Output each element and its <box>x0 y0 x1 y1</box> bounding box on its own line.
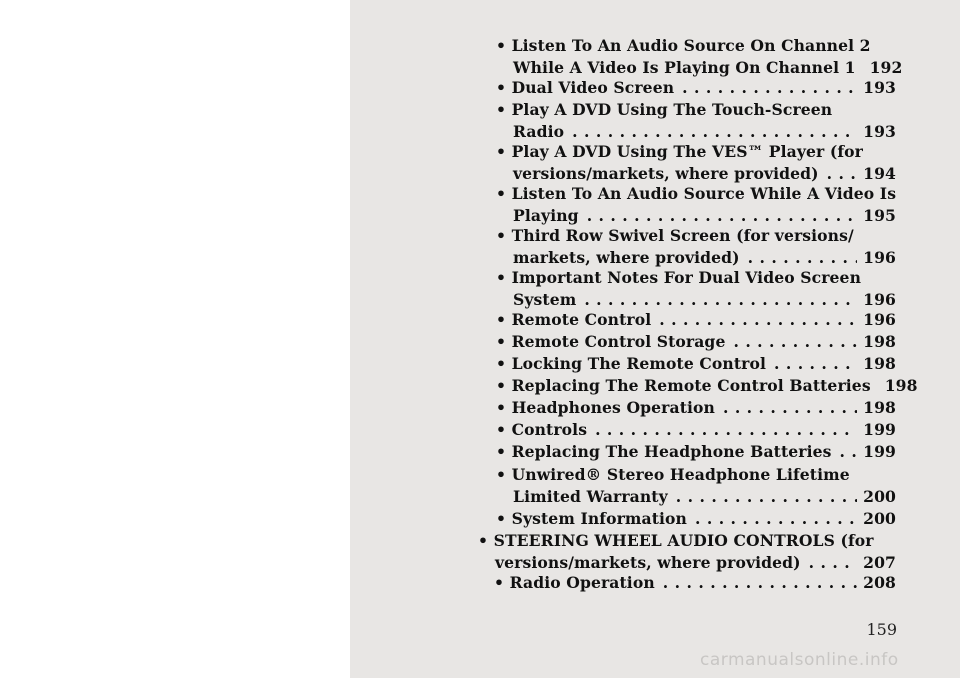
toc-entry-page: 200 <box>863 487 896 506</box>
toc-entry[interactable] <box>496 35 903 79</box>
toc-entry-page: 198 <box>863 354 896 373</box>
toc-entry-title-line <box>496 35 896 57</box>
toc-entry[interactable] <box>496 353 896 375</box>
toc-entry-title-line <box>496 331 896 353</box>
toc-entry-page: 200 <box>863 509 896 528</box>
toc-entry[interactable] <box>496 309 896 331</box>
toc-entry-page: 208 <box>863 573 896 592</box>
toc-entry-title-line <box>496 464 896 486</box>
toc-entry-continuation-line <box>496 57 903 79</box>
leader-dots <box>663 572 857 594</box>
toc-entry-title: • STEERING WHEEL AUDIO CONTROLS (for <box>478 531 874 550</box>
toc-entry-title: • Headphones Operation <box>496 398 715 417</box>
leader-dots <box>774 353 857 375</box>
toc-entry-title-line <box>496 183 896 205</box>
toc-entry-title: • Play A DVD Using The VES™ Player (for <box>496 142 863 161</box>
toc-entry-title: • Play A DVD Using The Touch-Screen <box>496 100 833 119</box>
leader-dots <box>595 419 857 441</box>
toc-entry-title: • Third Row Swivel Screen (for versions/ <box>496 226 854 245</box>
toc-entry-page: 199 <box>863 442 896 461</box>
toc-entry-page: 198 <box>863 332 896 351</box>
toc-entry-page: 192 <box>869 58 903 77</box>
toc-entry-continuation-line <box>496 486 896 508</box>
toc-entry-title-line <box>496 441 896 463</box>
leader-dots <box>659 309 857 331</box>
toc-entry-continuation-line <box>496 121 896 143</box>
leader-dots <box>748 247 857 269</box>
leader-dots <box>584 289 857 311</box>
toc-entry-title: • System Information <box>496 509 687 528</box>
toc-entry-title-line <box>496 77 896 99</box>
toc-entry-title: • Unwired® Stereo Headphone Lifetime <box>496 465 850 484</box>
toc-entry-title: • Dual Video Screen <box>496 78 675 97</box>
toc-entry-title-cont: System <box>513 290 577 309</box>
watermark: carmanualsonline.info <box>700 650 899 670</box>
toc-entry[interactable] <box>496 419 896 441</box>
toc-entry-title-line <box>496 397 896 419</box>
toc-entry-continuation-line <box>496 247 896 269</box>
leader-dots <box>723 397 857 419</box>
leader-dots <box>733 331 857 353</box>
toc-entry-title-line <box>496 419 896 441</box>
toc-entry-title: • Remote Control <box>496 310 652 329</box>
toc-entry-page: 199 <box>863 420 896 439</box>
toc-entry-section[interactable] <box>478 530 896 574</box>
toc-entry-title-line <box>478 530 896 552</box>
leader-dots <box>572 121 857 143</box>
toc-entry-page: 196 <box>863 290 896 309</box>
toc-entry-title-line <box>494 572 896 594</box>
toc-entry[interactable] <box>496 267 896 311</box>
leader-dots <box>809 552 857 574</box>
toc-entry-title: • Locking The Remote Control <box>496 354 766 373</box>
leader-dots <box>840 441 858 463</box>
leader-dots <box>676 486 857 508</box>
toc-entry-continuation-line <box>496 205 896 227</box>
toc-entry-title-cont: Radio <box>513 122 565 141</box>
toc-entry-page: 196 <box>863 248 896 267</box>
toc-entry[interactable] <box>496 225 896 269</box>
toc-entry-title-line <box>496 375 918 397</box>
toc-entry-title: • Controls <box>496 420 588 439</box>
toc-entry[interactable] <box>496 441 896 463</box>
toc-entry[interactable] <box>496 375 918 397</box>
leader-dots <box>587 205 857 227</box>
toc-entry-title-line <box>496 267 896 289</box>
toc-entry-title-cont: While A Video Is Playing On Channel 1 <box>513 58 856 77</box>
leader-dots <box>695 508 857 530</box>
toc-entry[interactable] <box>496 397 896 419</box>
toc-entry-title: • Remote Control Storage <box>496 332 726 351</box>
toc-entry-continuation-line <box>478 552 896 574</box>
toc-entry-page: 198 <box>863 398 896 417</box>
leader-dots <box>827 163 857 185</box>
toc-entry[interactable] <box>496 331 896 353</box>
toc-entry-title-line <box>496 353 896 375</box>
toc-entry[interactable] <box>496 508 896 530</box>
toc-entry[interactable] <box>496 464 896 508</box>
toc-entry[interactable] <box>496 183 896 227</box>
leader-dots <box>682 77 857 99</box>
toc-entry-title-line <box>496 309 896 331</box>
toc-entry-title-cont: versions/markets, where provided) <box>513 164 819 183</box>
toc-entry-page: 193 <box>863 122 896 141</box>
toc-entry-title-line <box>496 141 896 163</box>
toc-entry-title: • Replacing The Headphone Batteries <box>496 442 832 461</box>
toc-entry-continuation-line <box>496 163 896 185</box>
toc-entry-title-cont: Limited Warranty <box>513 487 668 506</box>
toc-entry-title: • Replacing The Remote Control Batteries <box>496 376 871 395</box>
toc-entry-title: • Important Notes For Dual Video Screen <box>496 268 862 287</box>
toc-entry-title-cont: markets, where provided) <box>513 248 740 267</box>
toc-entry[interactable] <box>494 572 896 594</box>
toc-entry-title: • Radio Operation <box>494 573 655 592</box>
toc-entry-title-line <box>496 508 896 530</box>
toc-entry-title-cont: versions/markets, where provided) <box>495 553 801 572</box>
toc-entry-title: • Listen To An Audio Source On Channel 2 <box>496 36 871 55</box>
toc-entry[interactable] <box>496 99 896 143</box>
toc-entry-page: 195 <box>863 206 896 225</box>
toc-entry-page: 207 <box>863 553 896 572</box>
toc-entry-title-line <box>496 99 896 121</box>
toc-entry-title-cont: Playing <box>513 206 579 225</box>
blank-left-panel <box>0 0 350 678</box>
toc-entry-page: 194 <box>863 164 896 183</box>
toc-entry[interactable] <box>496 77 896 99</box>
toc-entry-page: 196 <box>863 310 896 329</box>
toc-entry-title-line <box>496 225 896 247</box>
toc-entry-page: 193 <box>863 78 896 97</box>
toc-entry-page: 198 <box>884 376 918 395</box>
toc-entry[interactable] <box>496 141 896 185</box>
toc-entry-continuation-line <box>496 289 896 311</box>
page-number: 159 <box>866 620 897 639</box>
toc-entry-title: • Listen To An Audio Source While A Video Is <box>496 184 897 203</box>
